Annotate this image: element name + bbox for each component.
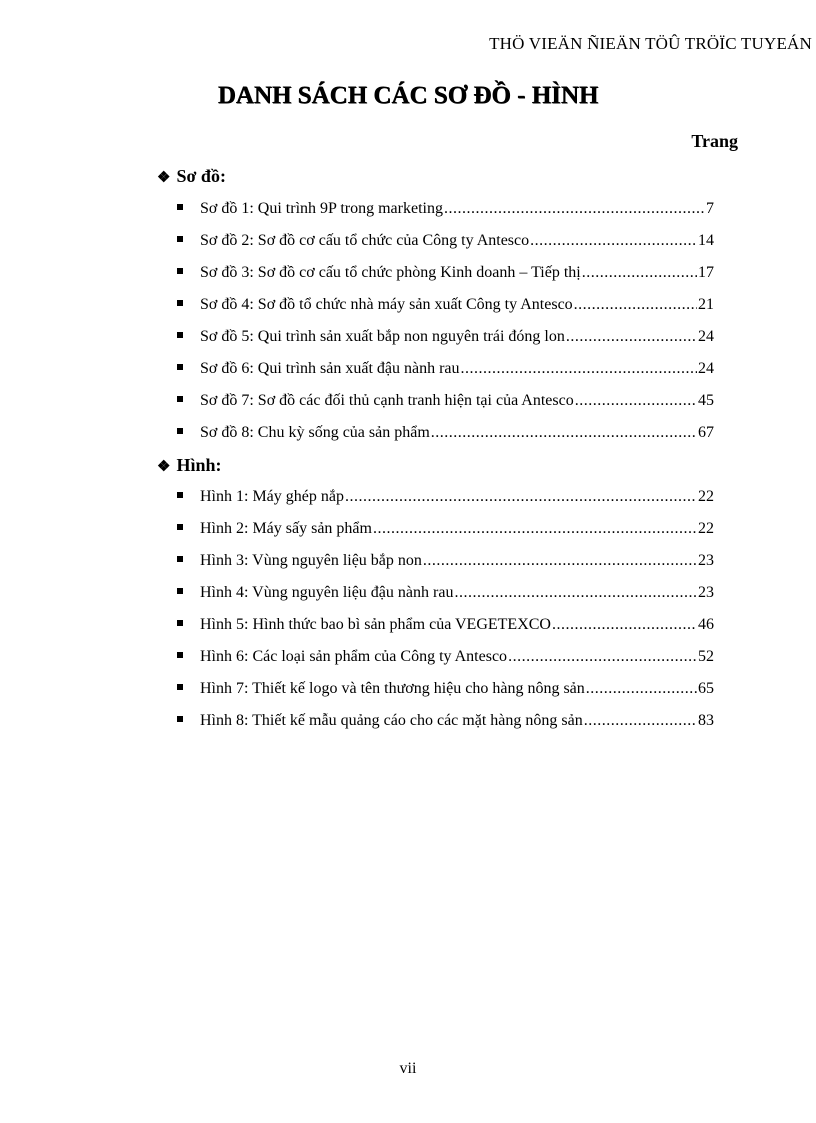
dot-leader: [566, 328, 697, 346]
toc-entry-title: Hình 4: Vùng nguyên liệu đậu nành rau: [200, 584, 454, 601]
toc-entry-page: 7: [706, 200, 714, 217]
toc-entry-page: 65: [698, 680, 714, 697]
section-heading-label: Hình:: [176, 455, 222, 475]
square-bullet-icon: [177, 652, 183, 658]
square-bullet-icon: [177, 588, 183, 594]
toc-entry-title: Hình 8: Thiết kế mẫu quảng cáo cho các mặt hàng nông sản: [200, 712, 583, 729]
toc-entry-page: 83: [698, 712, 714, 729]
square-bullet-icon: [177, 332, 183, 338]
toc-entry-title: Sơ đồ 7: Sơ đồ các đối thủ cạnh tranh hiện tại của Antesco: [200, 392, 574, 409]
dot-leader: [530, 232, 697, 250]
dot-leader: [423, 552, 697, 570]
dot-leader: [508, 648, 697, 666]
square-bullet-icon: [177, 204, 183, 210]
toc-entry-page: 52: [698, 648, 714, 665]
dot-leader: [444, 200, 705, 218]
toc-entry-page: 23: [698, 552, 714, 569]
toc-entry: [177, 616, 714, 638]
toc-entry: [177, 648, 714, 670]
toc-entry-page: 24: [698, 328, 714, 345]
toc-entry-page: 23: [698, 584, 714, 601]
dot-leader: [552, 616, 697, 634]
toc-entry-page: 67: [698, 424, 714, 441]
square-bullet-icon: [177, 396, 183, 402]
square-bullet-icon: [177, 428, 183, 434]
toc-entry-page: 24: [698, 360, 714, 377]
square-bullet-icon: [177, 716, 183, 722]
toc-entry-title: Hình 1: Máy ghép nắp: [200, 488, 344, 505]
toc-entry-title: Hình 5: Hình thức bao bì sản phẩm của VEGETEXCO: [200, 616, 551, 633]
toc-entry-title: Sơ đồ 3: Sơ đồ cơ cấu tổ chức phòng Kinh doanh – Tiếp thị: [200, 264, 581, 281]
square-bullet-icon: [177, 684, 183, 690]
dot-leader: [454, 584, 697, 602]
toc-entry: [177, 552, 714, 574]
page-title: DANH SÁCH CÁC SƠ ĐỒ - HÌNH: [217, 82, 599, 109]
toc-entry-page: 21: [698, 296, 714, 313]
square-bullet-icon: [177, 300, 183, 306]
square-bullet-icon: [177, 268, 183, 274]
toc-entry-page: 46: [698, 616, 714, 633]
toc-entry-title: Hình 7: Thiết kế logo và tên thương hiệu cho hàng nông sản: [200, 680, 585, 697]
toc-entry: [177, 296, 714, 318]
square-bullet-icon: [177, 620, 183, 626]
toc-entry: [177, 520, 714, 542]
toc-entry: [177, 392, 714, 414]
square-bullet-icon: [177, 364, 183, 370]
toc-entry-title: Hình 6: Các loại sản phẩm của Công ty Antesco: [200, 648, 508, 665]
toc-entry-page: 17: [698, 264, 714, 281]
running-header: THÖ VIEÄN ÑIEÄN TÖÛ TRÖÏC TUYEÁN: [489, 34, 812, 53]
toc-entry: [177, 232, 714, 254]
toc-entry-title: Sơ đồ 6: Qui trình sản xuất đậu nành rau: [200, 360, 460, 377]
toc-entry-title: Sơ đồ 8: Chu kỳ sống của sản phẩm: [200, 424, 430, 441]
toc-entry-title: Sơ đồ 5: Qui trình sản xuất bắp non nguyên trái đóng lon: [200, 328, 565, 345]
toc-entry: [177, 264, 714, 286]
square-bullet-icon: [177, 524, 183, 530]
toc-entry: [177, 200, 714, 222]
toc-entry-title: Sơ đồ 2: Sơ đồ cơ cấu tổ chức của Công ty Antesco: [200, 232, 530, 249]
toc-entry-title: Sơ đồ 4: Sơ đồ tổ chức nhà máy sản xuất Công ty Antesco: [200, 296, 573, 313]
square-bullet-icon: [177, 556, 183, 562]
section-heading-label: Sơ đồ:: [176, 166, 226, 186]
toc-entry: [177, 680, 714, 702]
section-heading-so-do: [157, 166, 226, 187]
dot-leader: [373, 520, 697, 538]
dot-leader: [461, 360, 697, 378]
square-bullet-icon: [177, 492, 183, 498]
dot-leader: [582, 264, 697, 282]
dot-leader: [586, 680, 697, 698]
toc-entry-page: 14: [698, 232, 714, 249]
toc-entry: [177, 360, 714, 382]
page-column-label: Trang: [691, 131, 738, 151]
section-heading-hinh: [157, 455, 221, 476]
dot-leader: [575, 392, 697, 410]
toc-entry-title: Hình 2: Máy sấy sản phẩm: [200, 520, 372, 537]
dot-leader: [574, 296, 697, 314]
toc-entry-title: Hình 3: Vùng nguyên liệu bắp non: [200, 552, 422, 569]
toc-entry-page: 22: [698, 488, 714, 505]
toc-entry-title: Sơ đồ 1: Qui trình 9P trong marketing: [200, 200, 443, 217]
toc-entry: [177, 584, 714, 606]
toc-entry: [177, 424, 714, 446]
toc-entry: [177, 712, 714, 734]
dot-leader: [345, 488, 697, 506]
toc-entry: [177, 328, 714, 350]
dot-leader: [431, 424, 697, 442]
square-bullet-icon: [177, 236, 183, 242]
diamond-bullet-icon: ❖: [157, 170, 171, 186]
toc-entry-page: 22: [698, 520, 714, 537]
toc-entry-page: 45: [698, 392, 714, 409]
dot-leader: [584, 712, 697, 730]
toc-entry: [177, 488, 714, 510]
diamond-bullet-icon: ❖: [157, 459, 171, 475]
page-number: vii: [399, 1060, 417, 1077]
